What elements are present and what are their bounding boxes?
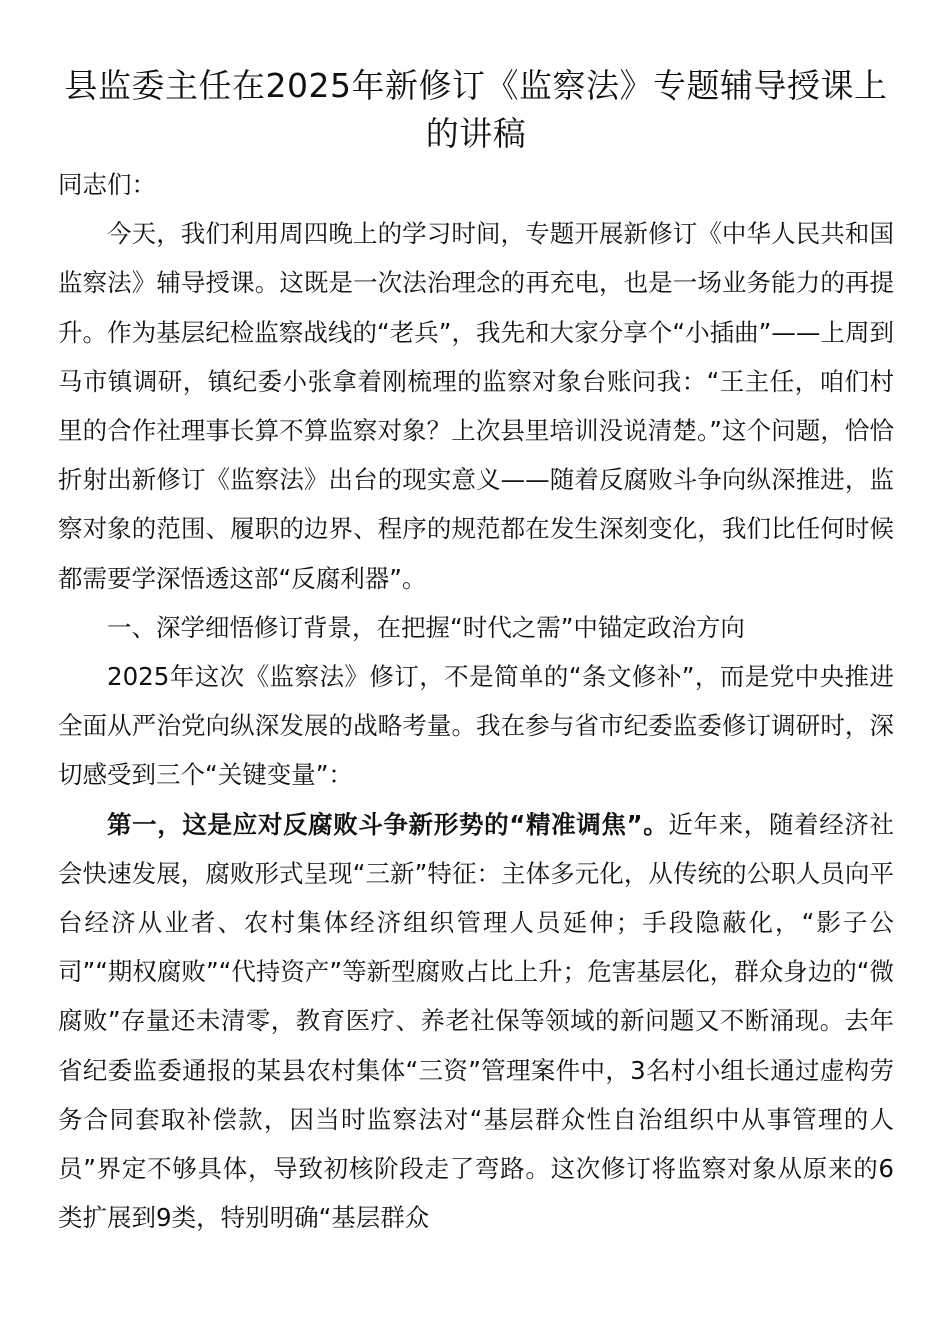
point-1-lead: 第一，这是应对反腐败斗争新形势的“精准调焦”。: [107, 809, 669, 839]
document-title: 县监委主任在2025年新修订《监察法》专题辅导授课上的讲稿: [64, 66, 888, 153]
point-1-paragraph: [58, 800, 894, 1243]
point-1-body: 近年来，随着经济社会快速发展，腐败形式呈现“三新”特征：主体多元化，从传统的公职人员向平台经济从业者、农村集体经济组织管理人员延伸；手段隐蔽化，“影子公司”“期权腐败”“代持资产”等新型腐败占比上升；危害基层化，群众身边的“微腐败”存量还未清零，教育医疗、养老社保等领域的新问题又不断涌现。去年省纪委监委通报的某县农村集体“三资”管理案件中，3名村小组长通过虚构劳务合同套取补偿款，因当时监察法对“基层群众性自治组织中从事管理的人员”界定不够具体，导致初核阶段走了弯路。这次修订将监察对象从原来的6类扩展到9类，特别明确“基层群众: [58, 809, 894, 1233]
section-heading-1: 一、深学细悟修订背景，在把握“时代之需”中锚定政治方向: [107, 612, 745, 642]
salutation: 同志们：: [58, 170, 156, 199]
background-paragraph: 2025年这次《监察法》修订，不是简单的“条文修补”，而是党中央推进全面从严治党向纵深发展的战略考量。我在参与省市纪委监委修订调研时，深切感受到三个“关键变量”：: [58, 662, 894, 790]
document-page: [58, 62, 894, 1242]
intro-paragraph: 今天，我们利用周四晚上的学习时间，专题开展新修订《中华人民共和国监察法》辅导授课。这既是一次法治理念的再充电，也是一场业务能力的再提升。作为基层纪检监察战线的“老兵”，我先和大家分享个“小插曲”——上周到马市镇调研，镇纪委小张拿着刚梳理的监察对象台账问我：“王主任，咱们村里的合作社理事长算不算监察对象？上次县里培训没说清楚。”这个问题，恰恰折射出新修订《监察法》出台的现实意义——随着反腐败斗争向纵深推进，监察对象的范围、履职的边界、程序的规范都在发生深刻变化，我们比任何时候都需要学深悟透这部“反腐利器”。: [58, 219, 894, 593]
